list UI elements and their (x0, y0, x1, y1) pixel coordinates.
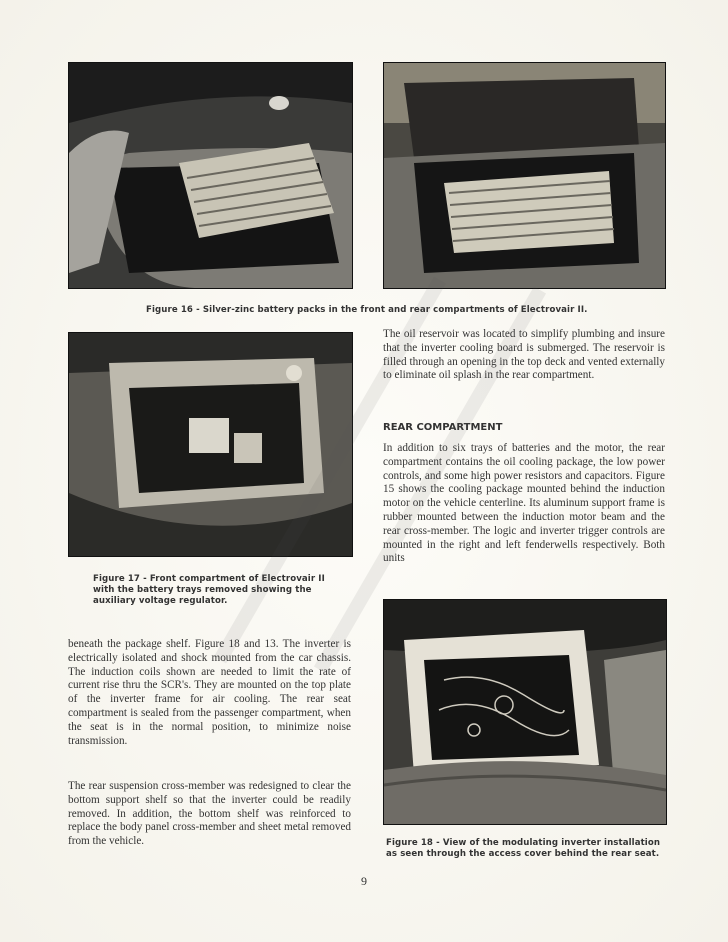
figure16-left-photo (68, 62, 353, 289)
figure16-right-photo (383, 62, 666, 289)
figure17-caption-line1: Figure 17 - Front compartment of Electrovair II (93, 574, 325, 584)
battery-pack-rear-image (384, 63, 665, 288)
figure17-caption-line2: with the battery trays removed showing the (93, 585, 312, 595)
left-column-paragraph-1: beneath the package shelf. Figure 18 and 13. The inverter is electrically isolated and shock mounted from the car chassis. The induction coils shown are needed to limit the rate of current rise thru the SCR's. They are mounted on the top plate of the inverter frame for air cooling. The rear seat compartment is sealed from the passenger compartment, when the seat is in the normal position, to minimize noise transmission. (68, 638, 351, 747)
figure18-caption (386, 838, 666, 860)
inverter-installation-image (384, 600, 666, 824)
right-column-paragraph-2: In addition to six trays of batteries and the motor, the rear compartment contains the oil cooling package, the low power controls, and some high power resistors and capacitors. Figure 15 shows the cooling package mounted behind the induction motor on the vehicle centerline. Its aluminum support frame is rubber mounted between the induction motor beam and the rear cross-member. The logic and inverter trigger controls are mounted in the right and left fenderwells respectively. Both units (383, 442, 665, 565)
figure17-caption (93, 574, 333, 607)
figure18-photo (383, 599, 667, 825)
front-compartment-regulator-image (69, 333, 352, 556)
page-number: 9 (361, 874, 367, 888)
figure18-caption-line2: as seen through the access cover behind the rear seat. (386, 849, 660, 859)
figure17-caption-line3: auxiliary voltage regulator. (93, 596, 228, 606)
figure18-caption-line1: Figure 18 - View of the modulating inverter installation (386, 838, 661, 848)
right-column-paragraph-1: The oil reservoir was located to simplify plumbing and insure that the inverter cooling board is submerged. The reservoir is filled through an opening in the top deck and vented externally to eliminate oil splash in the rear compartment. (383, 328, 665, 382)
rear-compartment-heading: REAR COMPARTMENT (383, 422, 503, 433)
left-column-paragraph-2: The rear suspension cross-member was redesigned to clear the bottom support shelf so that the inverter could be readily removed. In addition, the bottom shelf was reinforced to replace the body panel cross-member and sheet metal removed from the vehicle. (68, 780, 351, 848)
figure16-caption: Figure 16 - Silver-zinc battery packs in the front and rear compartments of Electrovair II. (146, 305, 588, 315)
battery-pack-front-image (69, 63, 352, 288)
figure17-photo (68, 332, 353, 557)
